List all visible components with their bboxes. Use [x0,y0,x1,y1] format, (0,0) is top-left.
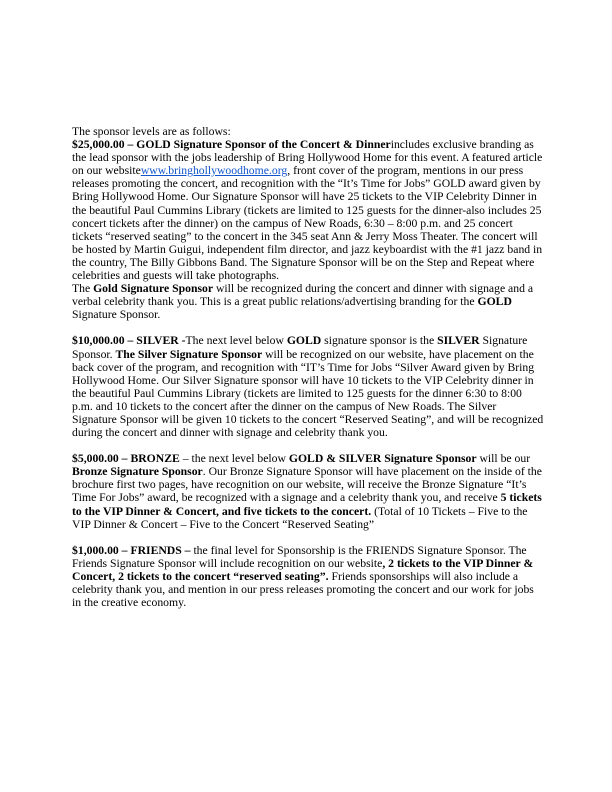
gold-sponsor-paragraph [72,138,544,321]
gold-amount-title: $25,000.00 – GOLD Signature Sponsor of the Concert & Dinner [72,138,391,152]
intro-line: The sponsor levels are as follows: [72,125,231,138]
silver-text-4: will be recognized on our website, have placement on the back cover of the program, and recognition with “IT’s Time for Jobs “Silver Award given by Bring Hollywood Home. Our Silver Signature sponsor will have 10 tickets to the VIP Celebrity dinner in the beautiful Paul Cummins Library (tickets are limited to 125 guests for the dinner 6:30 to 8:00 p.m. and 10 tickets to the concert after the dinner on the campus of New Roads. The Silver Signature Sponsor will be given 10 tickets to the concert “Reserved Seating”, and will be recognized during the concert and dinner with signage and celebrity thank you. [72,347,544,440]
friends-text-2: Friends sponsorships will also include a celebrity thank you, and mention in our press releases promoting the concert and our work for jobs in the creative economy. [72,569,534,610]
paragraph-gap [72,321,544,334]
friends-bold-tickets: , 2 tickets to the VIP Dinner & Concert, 2 tickets to the concert “reserved seating”. [72,556,534,583]
gold-text-2: , front cover of the program, mentions in our press releases promoting the concert, and recognition with the “It’s Time for Jobs” GOLD award given by Bring Hollywood Home. Our Signature Sponsor will have 25 tickets to the VIP Celebrity Dinner in the beautiful Paul Cummins Library (tickets are limited to 125 guests for the dinner-also includes 25 concert tickets after the dinner) on the campus of New Roads, 6:30 – 8:00 p.m. and 25 concert tickets “reserved seating” to the concert in the 345 seat Ann & Jerry Moss Theater. The concert will be hosted by Martin Guigui, independent film director, and jazz keyboardist with the #1 jazz band in the country, The Billy Gibbons Band. The Signature Sponsor will be on the Step and Repeat where celebrities and guests will take photographs. [72,164,543,283]
bronze-bold-gold-silver: GOLD & SILVER Signature Sponsor [288,452,477,466]
silver-bold-gold: GOLD [286,334,322,348]
bronze-sponsor-paragraph [72,452,544,531]
gold-text-1: includes exclusive branding as the lead sponsor with the jobs leadership of Bring Hollywood Home for this event. A featured article on our website [72,138,543,178]
gold-bold-sponsor: Gold Signature Sponsor [93,282,214,296]
gold-text-3a: The [72,282,94,296]
friends-sponsor-paragraph [72,544,544,609]
silver-text-3: Signature Sponsor. [72,334,528,361]
gold-bold-gold: GOLD [477,295,512,309]
silver-text-2: signature sponsor is the [321,334,438,348]
bronze-bold-sponsor: Bronze Signature Sponsor [72,465,203,479]
silver-amount-title: $10,000.00 – SILVER - [72,334,186,348]
bronze-text-4: (Total of 10 Tickets – Five to the VIP Dinner & Concert – Five to the Concert “Reserved Seating” [72,504,528,531]
bronze-bold-tickets: 5 tickets to the VIP Dinner & Concert, and five tickets to the concert. [72,491,542,518]
silver-bold-sponsor: The Silver Signature Sponsor [115,347,263,361]
bronze-amount-title: $5,000.00 – BRONZE [72,452,180,466]
bronze-text-1: – the next level below [179,452,289,466]
gold-text-3c: Signature Sponsor. [72,308,161,322]
gold-text-3b: will be recognized during the concert and dinner with signage and a verbal celebrity thank you. This is a great public relations/advertising branding for the [72,282,534,309]
friends-text-1: the final level for Sponsorship is the FRIENDS Signature Sponsor. The Friends Signature Sponsor will include recognition on our website [72,543,527,570]
sponsor-levels-document [72,125,544,609]
silver-bold-silver: SILVER [437,334,480,348]
silver-text-1: The next level below [185,334,287,348]
friends-amount-title: $1,000.00 – FRIENDS – [72,543,191,557]
paragraph-gap [72,531,544,544]
bronze-text-2: will be our [476,452,531,466]
bronze-text-3: . Our Bronze Signature Sponsor will have placement on the inside of the brochure first two pages, have recognition on our website, will receive the Bronze Signature “It’s Time For Jobs” award, be recognized with a signage and a celebrity thank you, and receive [72,465,542,505]
paragraph-gap [72,439,544,452]
silver-sponsor-paragraph [72,334,544,439]
website-link[interactable]: www.bringhollywoodhome.org [140,164,288,178]
